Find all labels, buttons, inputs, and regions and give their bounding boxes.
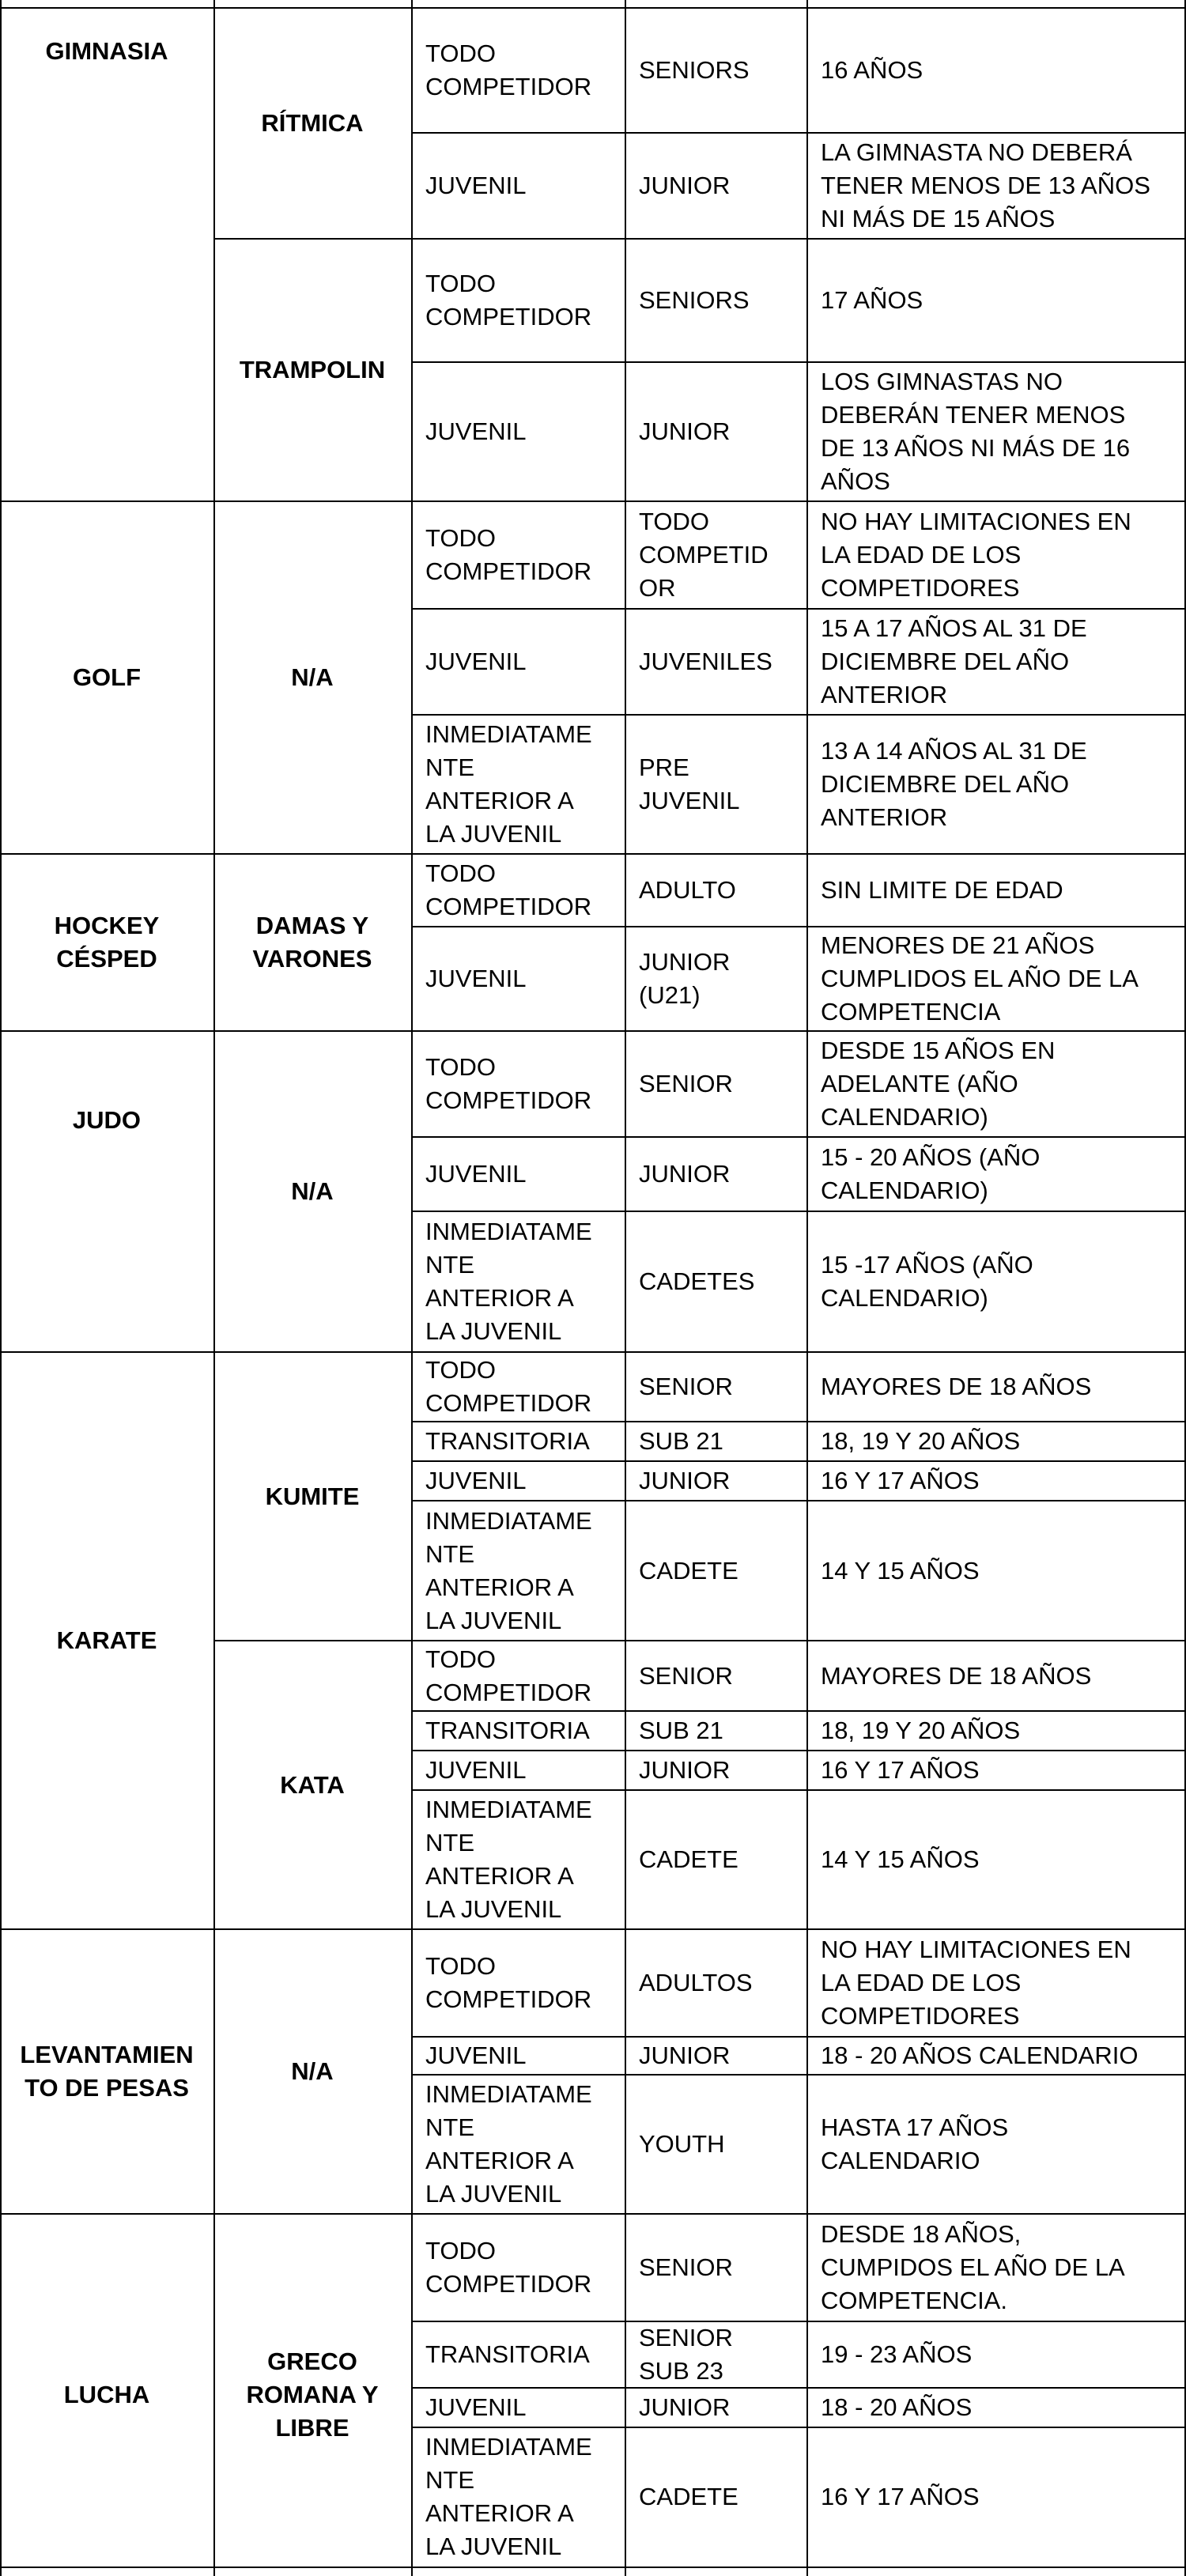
age-cell-text: SIN LIMITE DE EDAD [821, 876, 1063, 904]
age-cell [806, 1211, 1186, 1352]
level-cell [411, 715, 625, 854]
age-cell-text: MENORES DE 21 AÑOS CUMPLIDOS EL AÑO DE LA COMPETENCIA [821, 931, 1139, 1025]
modality-name [217, 501, 408, 854]
category-cell-text: SENIOR SUB 23 [639, 2324, 733, 2385]
age-cell [806, 133, 1186, 239]
age-cell-text: 15 -17 AÑOS (AÑO CALENDARIO) [821, 1251, 1033, 1312]
level-cell [411, 2075, 625, 2214]
age-cell [806, 1137, 1186, 1211]
age-cell [806, 927, 1186, 1031]
modality-name [217, 8, 408, 239]
sport-name [3, 501, 210, 854]
level-cell-text: INMEDIATAME NTE ANTERIOR A LA JUVENIL [425, 2433, 592, 2560]
age-cell-text: DESDE 15 AÑOS EN ADELANTE (AÑO CALENDARIO) [821, 1037, 1056, 1131]
level-cell-text: JUVENIL [425, 1160, 527, 1188]
age-cell-text: 18, 19 Y 20 AÑOS [821, 1717, 1021, 1744]
level-cell-text: JUVENIL [425, 2042, 527, 2069]
level-cell [411, 609, 625, 715]
level-cell [411, 2214, 625, 2321]
age-cell-text: 14 Y 15 AÑOS [821, 1845, 980, 1873]
sport-name-text: LEVANTAMIEN TO DE PESAS [20, 2041, 194, 2102]
age-cell-text: 15 A 17 AÑOS AL 31 DE DICIEMBRE DEL AÑO ANTERIOR [821, 614, 1087, 708]
modality-name-text: DAMAS Y VARONES [252, 912, 372, 973]
sport-name [3, 2214, 210, 2576]
modality-name-text: GRECO ROMANA Y LIBRE [246, 2347, 379, 2442]
category-cell-text: JUNIOR [639, 1756, 731, 1784]
level-cell [411, 1501, 625, 1641]
table-rule [0, 2567, 1186, 2568]
level-cell-text: INMEDIATAME NTE ANTERIOR A LA JUVENIL [425, 720, 592, 848]
age-cell-text: MAYORES DE 18 AÑOS [821, 1661, 1092, 1690]
age-cell [806, 1641, 1186, 1711]
sport-name [3, 854, 210, 1031]
level-cell-text: INMEDIATAME NTE ANTERIOR A LA JUVENIL [425, 1218, 592, 1345]
level-cell-text: JUVENIL [425, 965, 527, 992]
age-cell-text: 14 Y 15 AÑOS [821, 1556, 980, 1585]
category-cell [625, 501, 806, 609]
age-cell-text: 17 AÑOS [821, 286, 923, 314]
level-cell [411, 2321, 625, 2388]
category-cell [625, 1711, 806, 1751]
level-cell [411, 1461, 625, 1501]
category-cell [625, 1929, 806, 2037]
modality-name [217, 239, 408, 501]
category-cell [625, 2388, 806, 2427]
age-cell-text: 16 Y 17 AÑOS [821, 1467, 980, 1494]
age-cell-text: 18 - 20 AÑOS [821, 2393, 973, 2421]
age-cell [806, 2037, 1186, 2075]
age-cell-text: DESDE 18 AÑOS, CUMPIDOS EL AÑO DE LA COMPETENCIA. [821, 2220, 1125, 2314]
level-cell-text: JUVENIL [425, 1756, 527, 1784]
category-cell-text: SENIORS [639, 56, 750, 84]
level-cell-text: JUVENIL [425, 1467, 527, 1494]
level-cell [411, 1031, 625, 1137]
sport-name [3, 0, 210, 103]
category-cell [625, 2427, 806, 2567]
category-cell [625, 2321, 806, 2388]
category-cell-text: CADETE [639, 1845, 738, 1873]
level-cell-text: TRANSITORIA [425, 1427, 590, 1455]
category-cell [625, 1137, 806, 1211]
level-cell-text: TRANSITORIA [425, 2340, 590, 2368]
category-cell-text: SENIOR [639, 1070, 733, 1097]
modality-name-text: N/A [291, 1177, 334, 1205]
level-cell [411, 1790, 625, 1929]
age-cell-text: 13 A 14 AÑOS AL 31 DE DICIEMBRE DEL AÑO ANTERIOR [821, 737, 1087, 831]
age-cell-text: 15 - 20 AÑOS (AÑO CALENDARIO) [821, 1143, 1041, 1204]
age-cell-text: HASTA 17 AÑOS CALENDARIO [821, 2113, 1009, 2174]
level-cell-text: TODO COMPETIDOR [425, 524, 592, 585]
level-cell-text: INMEDIATAME NTE ANTERIOR A LA JUVENIL [425, 1796, 592, 1923]
level-cell [411, 2427, 625, 2567]
age-cell [806, 1461, 1186, 1501]
category-cell-text: SUB 21 [639, 1717, 723, 1744]
age-cell [806, 2427, 1186, 2567]
category-cell-text: JUNIOR [639, 172, 731, 199]
category-cell-text: SENIOR [639, 2253, 733, 2281]
modality-name-text: KATA [280, 1770, 345, 1799]
category-cell-text: ADULTO [639, 876, 736, 904]
category-cell-text: SENIOR [639, 1661, 733, 1690]
age-cell [806, 854, 1186, 927]
category-cell [625, 1501, 806, 1641]
level-cell [411, 2388, 625, 2427]
category-cell [625, 2075, 806, 2214]
age-cell [806, 1031, 1186, 1137]
level-cell-text: INMEDIATAME NTE ANTERIOR A LA JUVENIL [425, 1506, 592, 1634]
category-cell-text: SENIORS [639, 286, 750, 314]
category-cell-text: JUNIOR [639, 2042, 731, 2069]
level-cell [411, 8, 625, 133]
category-cell-text: JUNIOR [639, 1467, 731, 1494]
level-cell [411, 1641, 625, 1711]
level-cell-text: TODO COMPETIDOR [425, 1645, 592, 1706]
age-cell [806, 2388, 1186, 2427]
age-cell [806, 8, 1186, 133]
level-cell [411, 133, 625, 239]
category-cell-text: CADETE [639, 2483, 738, 2510]
level-cell-text: TODO COMPETIDOR [425, 1356, 592, 1417]
category-cell [625, 609, 806, 715]
category-cell [625, 927, 806, 1031]
sport-name [3, 1031, 210, 1210]
sport-name-text: GOLF [72, 663, 142, 691]
age-cell-text: NO HAY LIMITACIONES EN LA EDAD DE LOS COMPETIDORES [821, 1936, 1131, 2030]
age-cell [806, 2214, 1186, 2321]
category-cell-text: PRE JUVENIL [639, 754, 740, 814]
category-cell-text: JUVENILES [639, 648, 772, 675]
level-cell-text: JUVENIL [425, 417, 527, 445]
level-cell [411, 1751, 625, 1790]
category-cell-text: YOUTH [639, 2130, 725, 2158]
modality-name [217, 2214, 408, 2576]
level-cell-text: TRANSITORIA [425, 1717, 590, 1744]
level-cell [411, 2037, 625, 2075]
age-cell [806, 1352, 1186, 1422]
age-cell [806, 609, 1186, 715]
category-cell [625, 8, 806, 133]
age-cell [806, 1790, 1186, 1929]
level-cell [411, 1711, 625, 1751]
category-cell-text: SUB 21 [639, 1427, 723, 1455]
sport-name-text: KARATE [56, 1626, 157, 1654]
category-cell-text: CADETE [639, 1556, 738, 1585]
category-cell-text: JUNIOR [639, 417, 731, 445]
category-cell [625, 1211, 806, 1352]
sport-name-text: LUCHA [63, 2381, 150, 2408]
category-cell [625, 715, 806, 854]
category-cell-text: SENIOR [639, 1373, 733, 1400]
age-cell [806, 362, 1186, 501]
level-cell-text: TODO COMPETIDOR [425, 1952, 592, 2013]
sport-name [3, 1352, 210, 1929]
level-cell-text: JUVENIL [425, 2393, 527, 2421]
age-cell-text: MAYORES DE 18 AÑOS [821, 1373, 1092, 1400]
age-cell [806, 2321, 1186, 2388]
age-cell [806, 715, 1186, 854]
age-cell-text: LOS GIMNASTAS NO DEBERÁN TENER MENOS DE 13 AÑOS NI MÁS DE 16 AÑOS [821, 368, 1131, 495]
modality-name-text: RÍTMICA [261, 109, 364, 137]
age-cell [806, 1751, 1186, 1790]
age-cell-text: 19 - 23 AÑOS [821, 2340, 973, 2368]
category-cell-text: TODO COMPETID OR [639, 508, 769, 602]
category-cell [625, 854, 806, 927]
sport-name-text: GIMNASIA [45, 37, 168, 65]
level-cell [411, 1352, 625, 1422]
age-cell [806, 1422, 1186, 1461]
level-cell [411, 1422, 625, 1461]
level-cell-text: TODO COMPETIDOR [425, 40, 592, 100]
category-cell [625, 1031, 806, 1137]
sport-name-text: JUDO [72, 1106, 142, 1134]
level-cell-text: TODO COMPETIDOR [425, 2237, 592, 2298]
level-cell-text: JUVENIL [425, 648, 527, 675]
category-cell [625, 362, 806, 501]
age-cell-text: LA GIMNASTA NO DEBERÁ TENER MENOS DE 13 AÑOS NI MÁS DE 15 AÑOS [821, 138, 1150, 232]
category-cell [625, 1641, 806, 1711]
category-cell [625, 1422, 806, 1461]
modality-name [217, 1641, 408, 1929]
age-cell-text: NO HAY LIMITACIONES EN LA EDAD DE LOS COMPETIDORES [821, 508, 1131, 602]
age-cell-text: 16 AÑOS [821, 56, 923, 84]
level-cell [411, 239, 625, 362]
modality-name [217, 854, 408, 1031]
level-cell-text: TODO COMPETIDOR [425, 270, 592, 330]
category-cell [625, 133, 806, 239]
age-cell-text: 16 Y 17 AÑOS [821, 2483, 980, 2510]
category-cell [625, 2037, 806, 2075]
category-cell-text: ADULTOS [639, 1969, 753, 1996]
age-cell [806, 1711, 1186, 1751]
age-cell [806, 2075, 1186, 2214]
level-cell [411, 1929, 625, 2037]
category-cell [625, 239, 806, 362]
age-cell [806, 239, 1186, 362]
table-rule [0, 0, 2, 2576]
level-cell-text: INMEDIATAME NTE ANTERIOR A LA JUVENIL [425, 2080, 592, 2208]
category-cell [625, 1461, 806, 1501]
age-cell-text: 16 Y 17 AÑOS [821, 1756, 980, 1784]
level-cell [411, 1137, 625, 1211]
category-cell [625, 1751, 806, 1790]
age-cell [806, 501, 1186, 609]
age-cell [806, 1929, 1186, 2037]
level-cell-text: TODO COMPETIDOR [425, 859, 592, 920]
level-cell-text: JUVENIL [425, 172, 527, 199]
level-cell [411, 1211, 625, 1352]
category-cell [625, 1352, 806, 1422]
table-rule [213, 0, 215, 2576]
modality-name-text: N/A [291, 663, 334, 691]
level-cell [411, 501, 625, 609]
category-cell [625, 1790, 806, 1929]
sport-name-text: HOCKEY CÉSPED [54, 912, 160, 973]
age-cell [806, 1501, 1186, 1641]
sport-name [3, 1929, 210, 2214]
modality-name [217, 1929, 408, 2214]
modality-name-text: TRAMPOLIN [239, 356, 386, 383]
modality-name-text: KUMITE [265, 1482, 360, 1510]
category-cell-text: JUNIOR [639, 1160, 731, 1188]
level-cell [411, 927, 625, 1031]
category-cell [625, 2214, 806, 2321]
age-cell-text: 18, 19 Y 20 AÑOS [821, 1427, 1021, 1455]
category-cell-text: CADETES [639, 1267, 755, 1295]
level-cell-text: TODO COMPETIDOR [425, 1053, 592, 1114]
modality-name-text: N/A [291, 2057, 334, 2085]
category-cell-text: JUNIOR (U21) [639, 948, 731, 1009]
modality-name [217, 1031, 408, 1352]
age-cell-text: 18 - 20 AÑOS CALENDARIO [821, 2042, 1139, 2069]
level-cell [411, 362, 625, 501]
category-cell-text: JUNIOR [639, 2393, 731, 2421]
modality-name [217, 1352, 408, 1641]
level-cell [411, 854, 625, 927]
